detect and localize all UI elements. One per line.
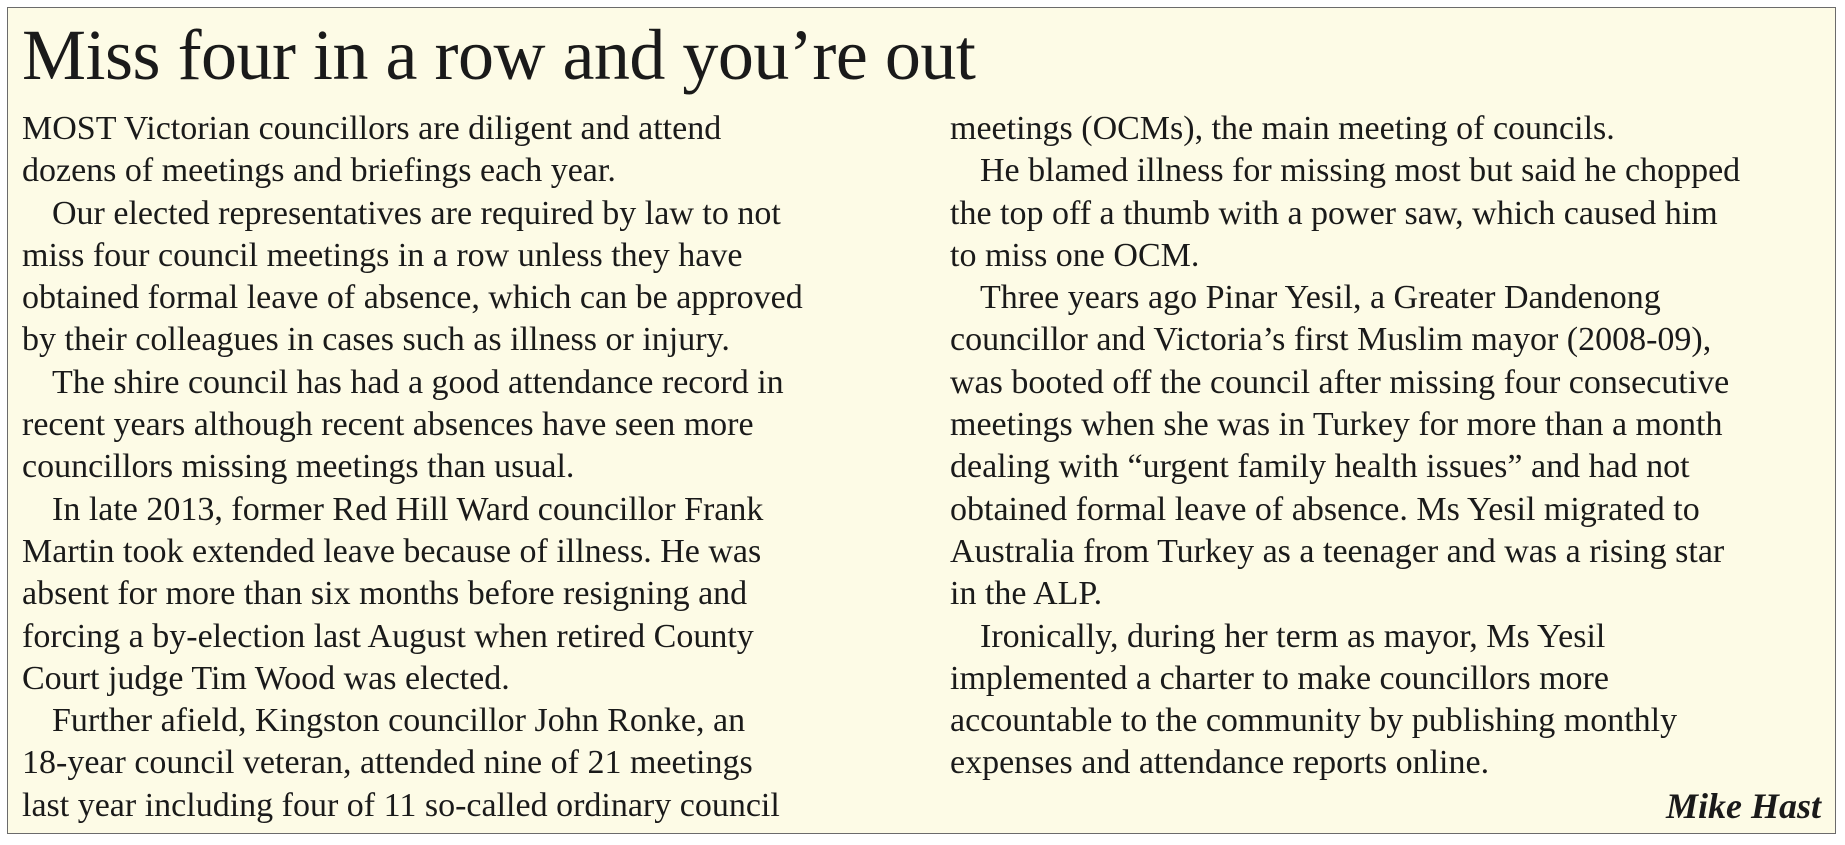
text-line: He blamed illness for missing most but said he chopped (980, 152, 1741, 190)
text-line: Ironically, during her term as mayor, Ms Yesil (980, 617, 1606, 655)
text-line: councillors missing meetings than usual. (22, 448, 575, 486)
text-line: dozens of meetings and briefings each year. (22, 152, 616, 190)
text-line: obtained formal leave of absence, which can be approved (22, 279, 803, 317)
text-line: Australia from Turkey as a teenager and was a rising star (950, 532, 1725, 570)
text-line: councillor and Victoria’s first Muslim mayor (2008-09), (950, 321, 1712, 359)
text-line: dealing with “urgent family health issues” and had not (950, 448, 1690, 486)
text-line: was booted off the council after missing four consecutive (950, 363, 1730, 401)
text-line: Further afield, Kingston councillor John Ronke, an (52, 702, 746, 740)
headline: Miss four in a row and you’re out (22, 15, 976, 95)
text-line: Our elected representatives are required by law to not (52, 194, 781, 232)
text-line: last year including four of 11 so-called ordinary council (22, 786, 780, 824)
text-line: obtained formal leave of absence. Ms Yesil migrated to (950, 490, 1700, 528)
text-line: implemented a charter to make councillors more (950, 659, 1609, 697)
text-line: recent years although recent absences have seen more (22, 406, 754, 444)
text-line: Three years ago Pinar Yesil, a Greater Dandenong (980, 279, 1661, 317)
text-line: MOST Victorian councillors are diligent and attend (22, 110, 722, 147)
text-line: miss four council meetings in a row unless they have (22, 236, 743, 274)
text-line: forcing a by-election last August when retired County (22, 617, 754, 655)
text-line: Court judge Tim Wood was elected. (22, 659, 510, 697)
text-line: absent for more than six months before resigning and (22, 575, 748, 613)
text-line: Martin took extended leave because of illness. He was (22, 532, 762, 570)
text-line: in the ALP. (950, 575, 1103, 613)
column-2 (950, 108, 1740, 785)
column-1 (22, 108, 803, 827)
text-line: The shire council has had a good attendance record in (52, 363, 784, 401)
text-line: accountable to the community by publishing monthly (950, 702, 1678, 740)
text-line: expenses and attendance reports online. (950, 744, 1490, 782)
text-line: 18-year council veteran, attended nine of 21 meetings (22, 744, 753, 782)
text-line: meetings (OCMs), the main meeting of councils. (950, 110, 1615, 147)
text-line: meetings when she was in Turkey for more than a month (950, 406, 1723, 444)
text-line: the top off a thumb with a power saw, which caused him (950, 194, 1718, 232)
byline: Mike Hast (1665, 786, 1821, 826)
text-line: In late 2013, former Red Hill Ward councillor Frank (52, 490, 764, 528)
text-line: to miss one OCM. (950, 236, 1200, 274)
text-line: by their colleagues in cases such as illness or injury. (22, 321, 730, 359)
news-article (7, 7, 1836, 834)
